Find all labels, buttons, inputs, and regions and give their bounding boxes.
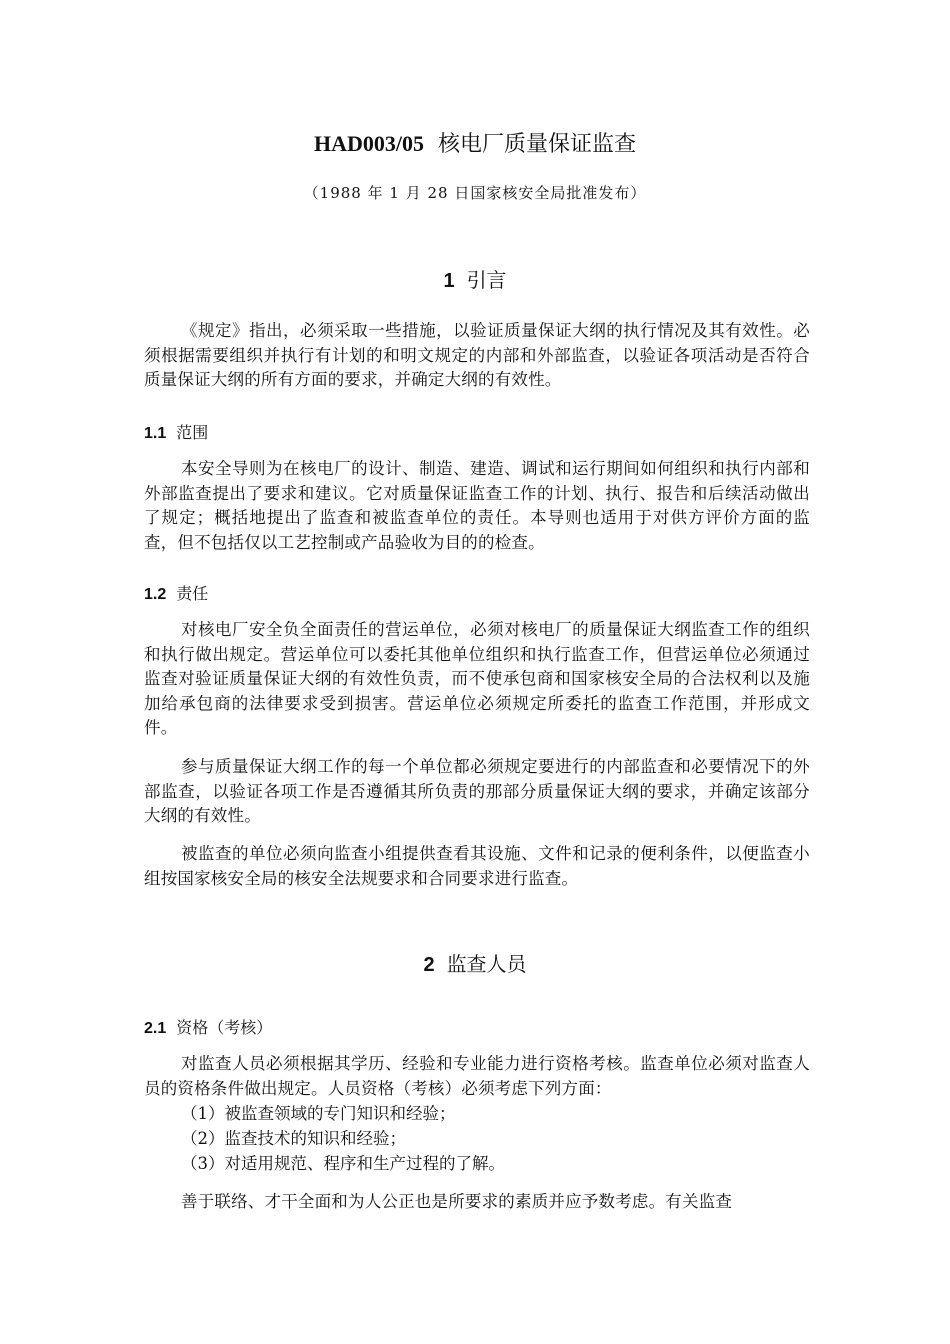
- section-1-1-title: 范围: [176, 423, 209, 442]
- section-1-2-para-3: 被监查的单位必须向监查小组提供查看其设施、文件和记录的便利条件，以便监查小组按国家核安全局的核安全法规要求和合同要求进行监查。: [144, 844, 810, 888]
- list-item: （3）对适用规范、程序和生产过程的了解。: [181, 1154, 505, 1173]
- section-2-1-closing: 善于联络、才干全面和为人公正也是所要求的素质并应予数考虑。有关监查: [181, 1192, 733, 1211]
- chapter-1-number: 1: [443, 270, 455, 292]
- section-2-1-text: 对监查人员必须根据其学历、经验和专业能力进行资格考核。监查单位必须对监查人员的资格条件做出规定。人员资格（考核）必须考虑下列方面：: [144, 1054, 810, 1098]
- chapter-2-heading: [0, 949, 950, 980]
- section-1-1-number: 1.1: [144, 425, 167, 442]
- document-subtitle: （1988 年 1 月 28 日国家核安全局批准发布）: [303, 184, 647, 202]
- section-1-2-heading: [144, 582, 208, 607]
- chapter-2-title: 监查人员: [446, 952, 527, 976]
- document-title: [0, 128, 950, 161]
- chapter-1-heading: [0, 265, 950, 296]
- section-1-2-para-1: 对核电厂安全负全面责任的营运单位，必须对核电厂的质量保证大纲监查工作的组织和执行做出规定。营运单位可以委托其他单位组织和执行监查工作，但营运单位必须通过监查对验证质量保证大纲的有效性负责，而不使承包商和国家核安全局的合法权利以及施加给承包商的法律要求受到损害。营运单位必须规定所委托的监查工作范围，并形成文件。: [144, 620, 810, 737]
- section-1-1-text: 本安全导则为在核电厂的设计、制造、建造、调试和运行期间如何组织和执行内部和外部监查提出了要求和建议。它对质量保证监查工作的计划、执行、报告和后续活动做出了规定；概括地提出了监查和被监查单位的责任。本导则也适用于对供方评价方面的监查，但不包括仅以工艺控制或产品验收为目的的检查。: [144, 459, 810, 552]
- section-1-2-number: 1.2: [144, 586, 167, 603]
- chapter-1-title: 引言: [466, 268, 507, 292]
- section-2-1-heading: [144, 1016, 272, 1041]
- list-item: （1）被监查领域的专门知识和经验；: [181, 1104, 456, 1123]
- document-code: HAD003/05: [313, 131, 424, 156]
- chapter-1-intro: 《规定》指出，必须采取一些措施，以验证质量保证大纲的执行情况及其有效性。必须根据需要组织并执行有计划的和明文规定的内部和外部监查，以验证各项活动是否符合质量保证大纲的所有方面的要求，并确定大纲的有效性。: [144, 321, 810, 389]
- section-2-1-number: 2.1: [144, 1020, 167, 1037]
- list-item: （2）监查技术的知识和经验；: [181, 1129, 406, 1148]
- section-1-2-title: 责任: [176, 584, 209, 603]
- section-1-2-para-2: 参与质量保证大纲工作的每一个单位都必须规定要进行的内部监查和必要情况下的外部监查，以验证各项工作是否遵循其所负责的那部分质量保证大纲的要求，并确定该部分大纲的有效性。: [144, 757, 810, 825]
- document-title-text: 核电厂质量保证监查: [437, 132, 636, 157]
- chapter-2-number: 2: [423, 954, 435, 976]
- section-2-1-title: 资格（考核）: [176, 1018, 273, 1037]
- section-1-1-heading: [144, 421, 208, 446]
